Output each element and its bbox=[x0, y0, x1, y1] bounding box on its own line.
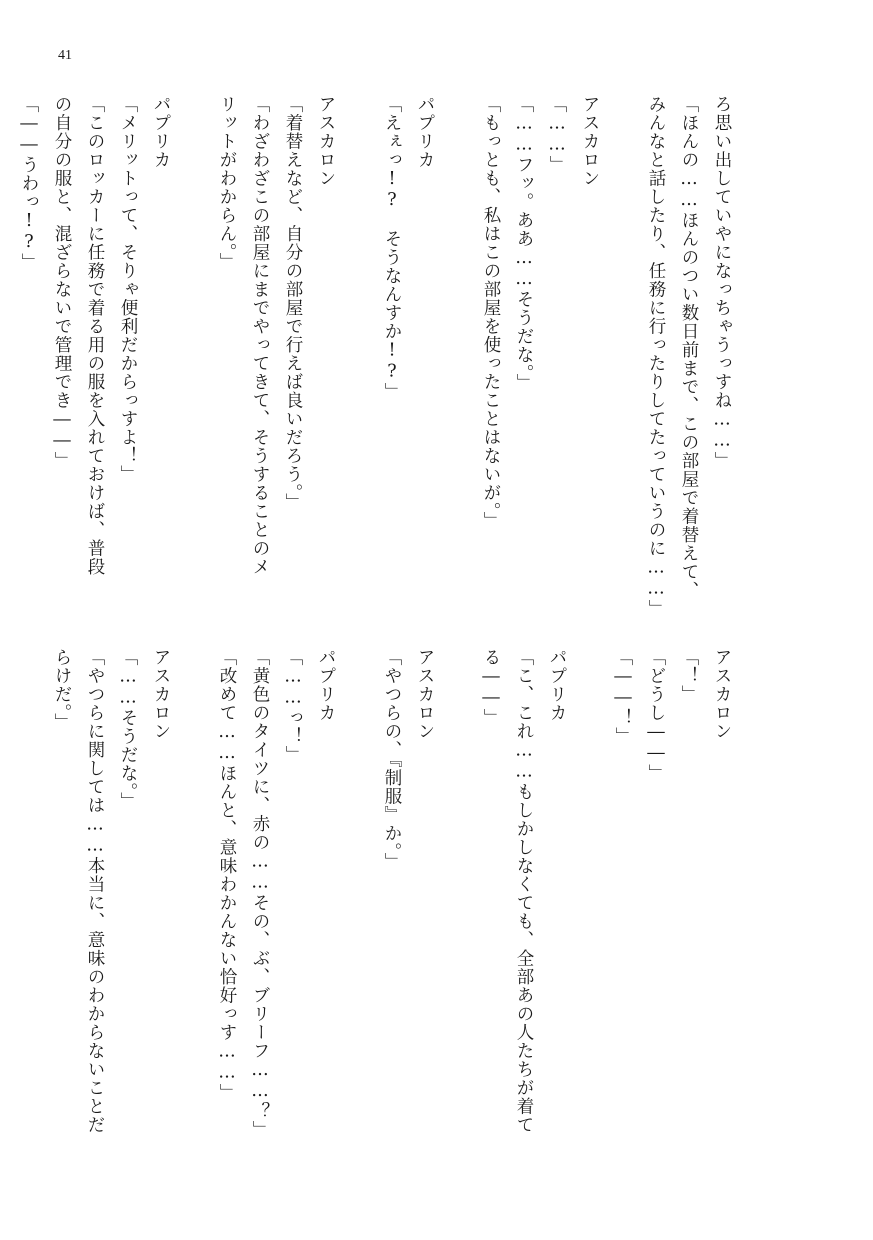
text-line: アスカロン bbox=[415, 648, 435, 741]
text-line: 「……そうだな。」 bbox=[118, 648, 138, 811]
text-line: 「……」 bbox=[547, 95, 567, 174]
text-line: パプリカ bbox=[547, 648, 567, 722]
text-line: 「えぇっ!? そうなんすか!?」 bbox=[382, 95, 402, 401]
text-line: 「――！」 bbox=[613, 648, 633, 746]
text-line: 「このロッカーに任務で着る用の服を入れておけば、普段 bbox=[85, 95, 105, 576]
blank-line bbox=[573, 648, 606, 1168]
text-line: 「……フッ。ああ……そうだな。」 bbox=[514, 95, 534, 393]
text-line: 「もっとも、私はこの部屋を使ったことはないが。」 bbox=[481, 95, 501, 531]
blank-line bbox=[606, 95, 639, 615]
text-line: 「どうし――」 bbox=[646, 648, 666, 783]
text-line: リットがわからん。」 bbox=[217, 95, 237, 272]
text-line: 「やつらに関しては……本当に、意味のわからないことだ bbox=[85, 648, 105, 1134]
text-line: 「やつらの、『制服』か。」 bbox=[382, 648, 402, 871]
blank-line bbox=[177, 95, 210, 615]
text-line: 「ほんの……ほんのつい数日前まで、この部屋で着替えて、 bbox=[679, 95, 699, 600]
text-line: アスカロン bbox=[316, 95, 336, 188]
text-line: アスカロン bbox=[712, 648, 732, 741]
text-line: パプリカ bbox=[151, 95, 171, 169]
text-block-bottom bbox=[45, 648, 738, 1168]
blank-line bbox=[441, 95, 474, 615]
text-line: アスカロン bbox=[151, 648, 171, 741]
text-line: 「メリットって、そりゃ便利だからっすよ！」 bbox=[118, 95, 138, 484]
text-line: 「黄色のタイツに、赤の……その、ぶ、ブリーフ……？」 bbox=[250, 648, 270, 1139]
text-line: 「改めて……ほんと、意味わかんない恰好っす……」 bbox=[217, 648, 237, 1102]
text-line: の自分の服と、混ざらないで管理でき――」 bbox=[52, 95, 72, 470]
text-line: 「わざわざこの部屋にまでやってきて、そうすることのメ bbox=[250, 95, 270, 576]
text-line: る――」 bbox=[481, 648, 501, 727]
text-line: みんなと話したり、任務に行ったりしてたっていうのに……」 bbox=[646, 95, 666, 618]
text-line: ろ思い出していやになっちゃうっすね……」 bbox=[712, 95, 732, 470]
text-line: 「……っ！」 bbox=[283, 648, 303, 764]
text-line: パプリカ bbox=[415, 95, 435, 169]
text-line: 「！」 bbox=[679, 648, 699, 704]
blank-line bbox=[177, 648, 210, 1168]
blank-line bbox=[342, 648, 375, 1168]
text-line: 「着替えなど、自分の部屋で行えば良いだろう。」 bbox=[283, 95, 303, 512]
blank-line bbox=[441, 648, 474, 1168]
text-line: 「こ、これ……もしかしなくても、全部あの人たちが着て bbox=[514, 648, 534, 1134]
text-line: パプリカ bbox=[316, 648, 336, 722]
text-block-top bbox=[12, 95, 738, 618]
text-line: 「――うわっ!?」 bbox=[19, 95, 39, 272]
text-line: らけだ。」 bbox=[52, 648, 72, 732]
page-number: 41 bbox=[58, 48, 72, 63]
text-line: アスカロン bbox=[580, 95, 600, 188]
blank-line bbox=[342, 95, 375, 615]
